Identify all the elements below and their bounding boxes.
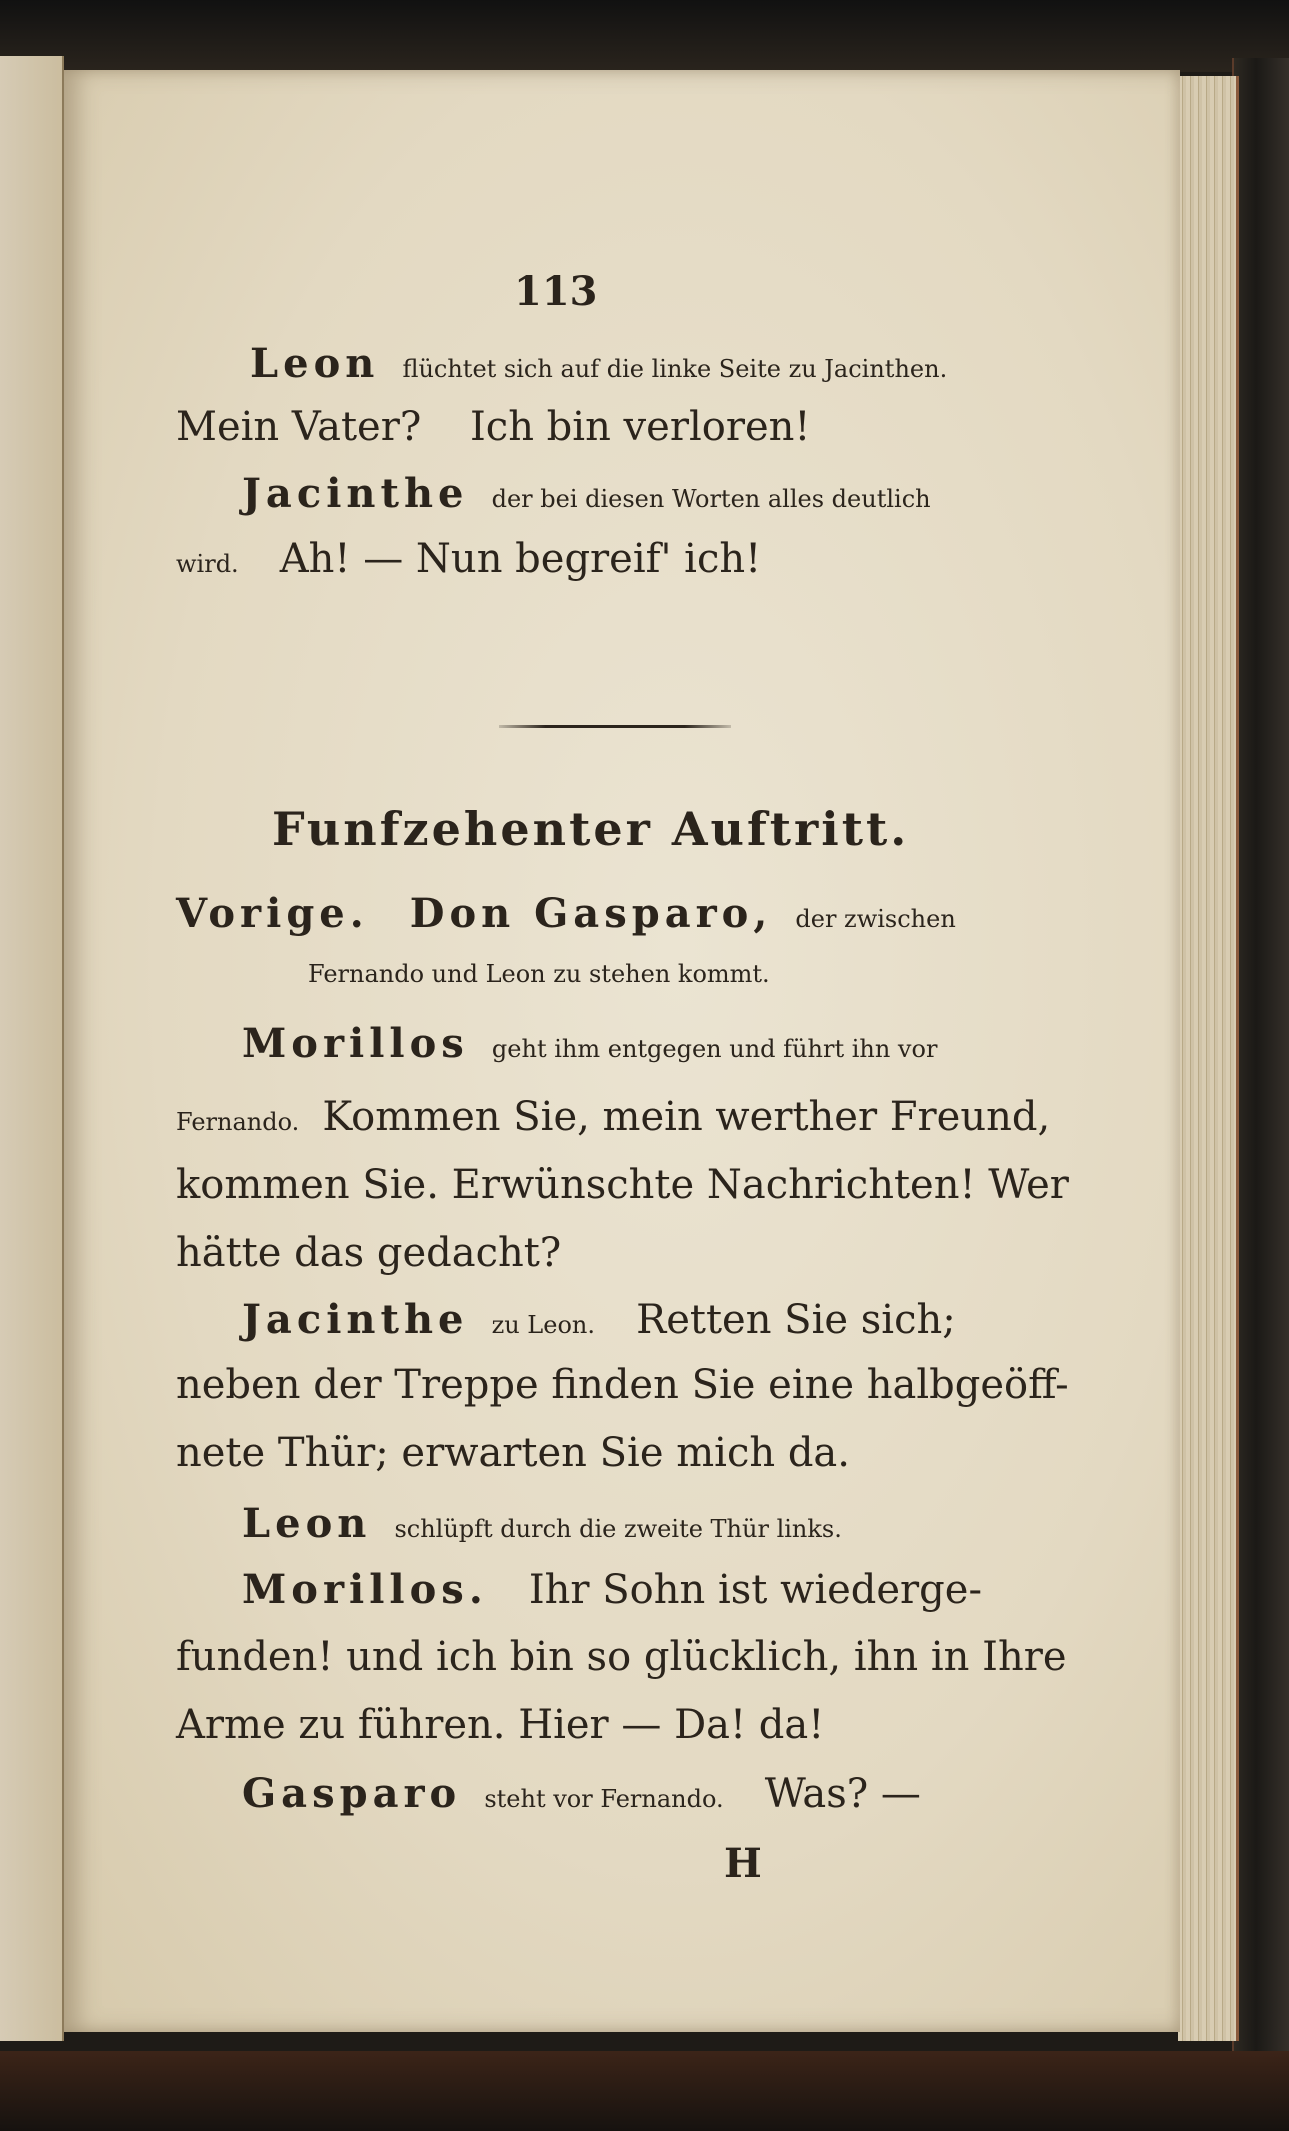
book-cover-right: [1232, 58, 1289, 2058]
speech-text: Ich bin verloren!: [470, 404, 811, 450]
line-14: [242, 1500, 842, 1547]
speaker-jacinthe: Jacinthe: [242, 470, 469, 517]
line-15: [242, 1566, 982, 1613]
cast-list: Vorige.: [176, 890, 369, 937]
speaker-gasparo: Gasparo: [242, 1770, 462, 1817]
speech-text: Was? —: [764, 1771, 921, 1817]
line-6: Fernando und Leon zu stehen kommt.: [308, 960, 770, 988]
speaker-morillos: Morillos: [242, 1020, 469, 1067]
speaker-leon: Leon: [250, 340, 380, 387]
line-1: [250, 340, 947, 387]
line-11: [242, 1296, 956, 1343]
speech-text: Mein Vater?: [176, 404, 422, 450]
speech-text: Kommen Sie, mein werther Freund,: [322, 1094, 1051, 1140]
speech-text: Ah! — Nun begreif' ich!: [279, 536, 762, 582]
line-9: kommen Sie. Erwünschte Nachrichten! Wer: [176, 1162, 1069, 1208]
speaker-morillos: Morillos.: [242, 1566, 488, 1613]
stage-direction: zu Leon.: [491, 1311, 595, 1339]
page-stack-edges: [1178, 76, 1239, 2041]
speech-text: Retten Sie sich;: [636, 1297, 956, 1343]
previous-page-edge: [0, 56, 64, 2041]
page-number: 113: [514, 268, 598, 315]
scene-heading: Funfzehenter Auftritt.: [272, 802, 910, 856]
line-18: [242, 1770, 921, 1817]
stage-direction: schlüpft durch die zweite Thür links.: [394, 1515, 842, 1543]
line-16: funden! und ich bin so glücklich, ihn in Ihre: [176, 1634, 1067, 1680]
stage-direction: geht ihm entgegen und führt ihn vor: [491, 1035, 938, 1063]
line-17: Arme zu führen. Hier — Da! da!: [176, 1702, 825, 1748]
section-divider: [499, 725, 731, 728]
stage-direction: der bei diesen Worten alles deutlich: [491, 485, 931, 513]
signature-mark: H: [724, 1840, 762, 1887]
line-10: hätte das gedacht?: [176, 1230, 562, 1276]
line-5: [176, 890, 956, 937]
line-2: [176, 404, 810, 450]
speaker-jacinthe: Jacinthe: [242, 1296, 469, 1343]
line-7: [242, 1020, 937, 1067]
stage-direction: wird.: [176, 550, 239, 578]
line-8: [176, 1094, 1050, 1140]
stage-direction: flüchtet sich auf die linke Seite zu Jacinthen.: [402, 355, 948, 383]
stage-direction: der zwischen: [795, 905, 956, 933]
cast-name: Don Gasparo,: [409, 890, 773, 937]
line-4: [176, 536, 761, 582]
book-page: [64, 70, 1180, 2032]
line-12: neben der Treppe finden Sie eine halbgeöff-: [176, 1362, 1069, 1408]
speech-text: Ihr Sohn ist wiederge-: [528, 1567, 982, 1613]
speaker-leon: Leon: [242, 1500, 372, 1547]
book-cover-top: [0, 0, 1289, 72]
line-13: nete Thür; erwarten Sie mich da.: [176, 1430, 850, 1476]
stage-direction: Fernando.: [176, 1108, 300, 1136]
line-3: [242, 470, 931, 517]
book-cover-bottom: [0, 2051, 1289, 2131]
stage-direction: steht vor Fernando.: [484, 1785, 724, 1813]
